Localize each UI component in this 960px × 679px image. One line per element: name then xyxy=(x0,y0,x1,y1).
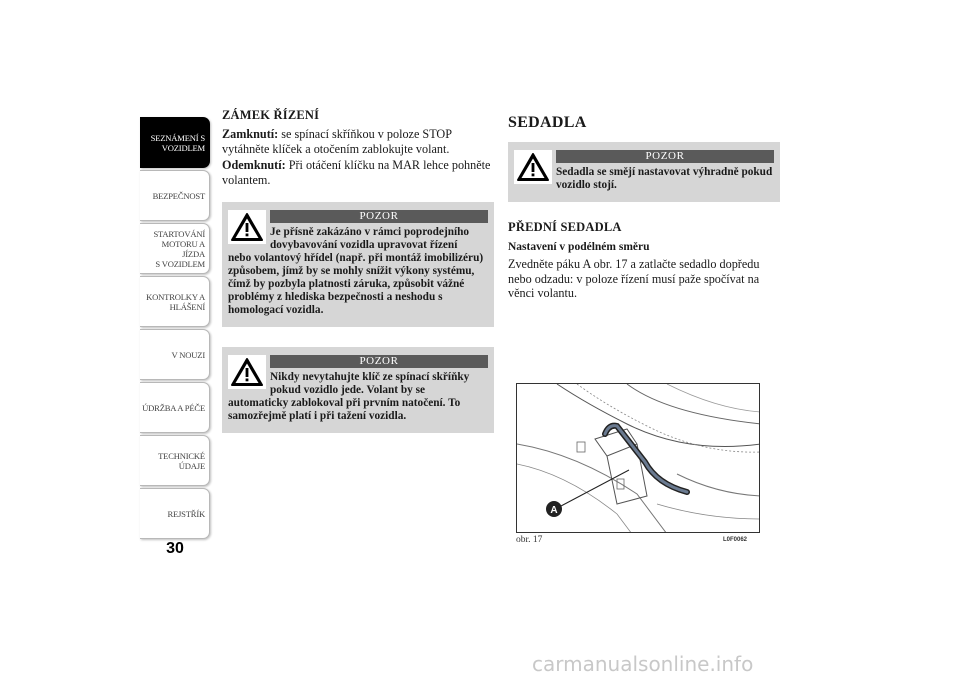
tab-label: KONTROLKY A HLÁŠENÍ xyxy=(146,291,205,312)
subheading-longitudinal: Nastavení v podélném směru xyxy=(508,241,650,253)
figure-caption: obr. 17 xyxy=(516,535,543,545)
tab-label: REJSTŘÍK xyxy=(167,508,205,519)
tab-udrzba[interactable] xyxy=(140,382,210,433)
tab-label: BEZPEČNOST xyxy=(152,190,205,201)
unlock-label: Odemknutí: xyxy=(222,158,286,172)
warning-rest-text: nebo volantový hřídel (např. při montáž imobilizéru) způsobem, jímž by se mohly snížit výkony systému, čímž by pozbyla platnosti záruka, způsobit vážné problémy z hlediska bezpečnosti a neshodu s homologací vozidla. xyxy=(228,252,484,316)
warning-rest-text: automaticky zablokoval při prvním natočení. To samozřejmě platí i při tažení vozidla. xyxy=(228,397,461,422)
warning-box-key-removal xyxy=(222,347,494,433)
warning-title: POZOR xyxy=(556,150,774,163)
tab-technicke-udaje[interactable] xyxy=(140,435,210,486)
warning-lead-text: Sedadla se smějí nastavovat výhradně pokud vozidlo stojí. xyxy=(556,166,773,191)
warning-box-steering-modification xyxy=(222,202,494,327)
lock-label: Zamknutí: xyxy=(222,127,279,141)
warning-lead-text: Je přísně zakázáno v rámci poprodejního dovybavování vozidla upravovat řízení xyxy=(270,226,470,251)
warning-box-seat-adjust xyxy=(508,142,780,202)
tab-rejstrik[interactable] xyxy=(140,488,210,539)
warning-title: POZOR xyxy=(270,210,488,223)
warning-title: POZOR xyxy=(270,355,488,368)
tab-label: TECHNICKÉ ÚDAJE xyxy=(158,450,205,471)
seat-lever-illustration xyxy=(517,384,760,533)
warning-lead-text: Nikdy nevytahujte klíč ze spínací skříňky pokud vozidlo jede. Volant by se xyxy=(270,371,470,396)
lock-text: se spínací skříňkou v poloze STOP vytáhněte klíček a otočením zablokujte volant. xyxy=(222,127,452,156)
warning-text xyxy=(228,226,488,317)
tab-kontrolky[interactable] xyxy=(140,276,210,327)
figure-seat-lever xyxy=(516,383,760,533)
tab-label: SEZNÁMENÍ S VOZIDLEM xyxy=(150,132,205,153)
unlock-paragraph xyxy=(222,158,494,187)
tab-seznameni-s-vozidlem[interactable] xyxy=(140,117,210,168)
page-number: 30 xyxy=(166,540,184,557)
tab-label: V NOUZI xyxy=(171,349,205,360)
section-heading-steering-lock: ZÁMEK ŘÍZENÍ xyxy=(222,108,320,122)
seat-adjust-paragraph: Zvedněte páku A obr. 17 a zatlačte sedadlo dopředu nebo odzadu: v poloze řízení musí paže spočívat na věnci volantu. xyxy=(508,257,760,300)
callout-label-a: A xyxy=(550,505,558,516)
section-title-seats: SEDADLA xyxy=(508,114,587,131)
tab-bezpecnost[interactable] xyxy=(140,170,210,221)
left-column xyxy=(222,108,494,433)
warning-triangle-icon xyxy=(228,355,266,389)
tab-startovani[interactable] xyxy=(140,223,210,274)
warning-triangle-icon xyxy=(228,210,266,244)
warning-text xyxy=(514,166,774,192)
tab-label: STARTOVÁNÍ MOTORU A JÍZDA S VOZIDLEM xyxy=(153,228,205,269)
tab-label: ÚDRŽBA A PÉČE xyxy=(142,402,205,413)
right-column xyxy=(508,108,780,303)
lock-paragraph xyxy=(222,127,494,156)
tab-v-nouzi[interactable] xyxy=(140,329,210,380)
figure-code: L0F0062 xyxy=(723,537,748,543)
watermark: carmanualsonline.info xyxy=(532,652,754,676)
unlock-text: Při otáčení klíčku na MAR lehce pohněte volantem. xyxy=(222,158,491,187)
section-heading-front-seats: PŘEDNÍ SEDADLA xyxy=(508,220,622,234)
warning-triangle-icon xyxy=(514,150,552,184)
warning-text xyxy=(228,371,488,423)
